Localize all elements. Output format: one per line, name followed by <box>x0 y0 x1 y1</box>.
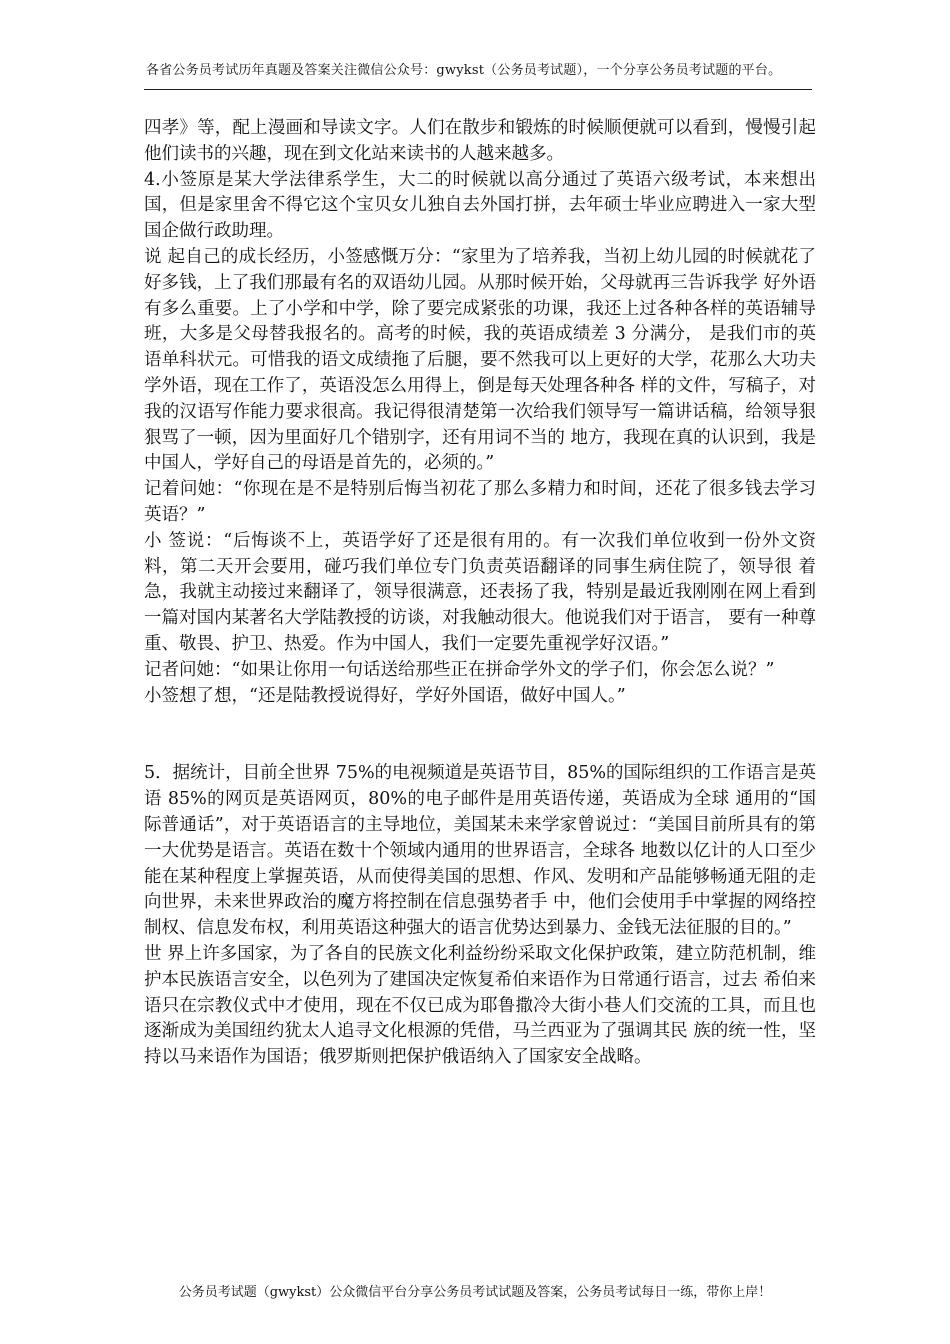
section-gap <box>144 709 816 761</box>
paragraph: 四孝》等，配上漫画和导读文字。人们在散步和锻炼的时候顺便就可以看到，慢慢引起他们读书的兴趣，现在到文化站来读书的人越来越多。 <box>144 118 816 164</box>
header-divider <box>144 89 812 90</box>
paragraph: 小签想了想，“还是陆教授说得好，学好外国语，做好中国人。” <box>144 685 626 706</box>
page-footer: 公务员考试题（gwykst）公众微信平台分享公务员考试试题及答案，公务员考试每日一练，带你上岸！ <box>178 1285 772 1300</box>
paragraph: 记者问她：“如果让你用一句话送给那些正在拼命学外文的学子们，你会怎么说？” <box>144 659 775 680</box>
paragraph: 记着问她：“你现在是不是特别后悔当初花了那么多精力和时间，还花了很多钱去学习英语？” <box>144 479 816 525</box>
paragraph: 说 起自己的成长经历，小签感慨万分：“家里为了培养我，当初上幼儿园的时候就花了好多钱，上了我们那最有名的双语幼儿园。从那时候开始，父母就再三告诉我学 好外语有多么重要。上了小学和中学，除了要完成紧张的功课，我还上过各种各样的英语辅导班，大多是父母替我报名的。高考的时候，我的英语成绩差 3 分满分， 是我们市的英语单科状元。可惜我的语文成绩拖了后腿，要不然我可以上更好的大学，花那么大功夫学外语，现在工作了，英语没怎么用得上，倒是每天处理各种各 样的文件，写稿子，对我的汉语写作能力要求很高。我记得很清楚第一次给我们领导写一篇讲话稿，给领导狠狠骂了一顿，因为里面好几个错别字，还有用词不当的 地方，我现在真的认识到，我是中国人，学好自己的母语是首先的，必须的。” <box>144 246 816 474</box>
page-header: 各省公务员考试历年真题及答案关注微信公众号：gwykst（公务员考试题），一个分享公务员考试题的平台。 <box>146 63 782 78</box>
paragraph: 世 界上许多国家，为了各自的民族文化利益纷纷采取文化保护政策，建立防范机制，维护本民族语言安全，以色列为了建国决定恢复希伯来语作为日常通行语言，过去 希伯来语只在宗教仪式中才使用，现在不仅已成为耶鲁撒冷大街小巷人们交流的工具，而且也逐渐成为美国纽约犹太人追寻文化根源的凭借，马兰西亚为了强调其民 族的统一性，坚持以马来语作为国语；俄罗斯则把保护俄语纳入了国家安全战略。 <box>144 943 816 1068</box>
paragraph: 小 签说：“后悔谈不上，英语学好了还是很有用的。有一次我们单位收到一份外文资料，第二天开会要用，碰巧我们单位专门负责英语翻译的同事生病住院了，领导很 着急，我就主动接过来翻译了，领导很满意，还表扬了我，特别是最近我刚刚在网上看到一篇对国内某著名大学陆教授的访谈，对我触动很大。他说我们对于语言， 要有一种尊重、敬畏、护卫、热爱。作为中国人，我们一定要先重视学好汉语。” <box>144 530 816 654</box>
paragraph: 4.小签原是某大学法律系学生，大二的时候就以高分通过了英语六级考试，本来想出国，但是家里舍不得它这个宝贝女儿独自去外国打拼，去年硕士毕业应聘进入一家大型国企做行政助理。 <box>144 169 816 242</box>
paragraph: 5．据统计，目前全世界 75%的电视频道是英语节目，85%的国际组织的工作语言是英语 85%的网页是英语网页，80%的电子邮件是用英语传递，英语成为全球 通用的“国际普通话”，对于英语语言的主导地位，美国某未来学家曾说过：“美国目前所具有的第一大优势是语言。英语在数十个领域内通用的世界语言，全球各 地数以亿计的人口至少能在某种程度上掌握英语，从而使得美国的思想、作风、发明和产品能够畅通无阻的走向世界，未来世界政治的魔方将控制在信息强势者手 中，他们会使用手中掌握的网络控制权、信息发布权，利用英语这种强大的语言优势达到暴力、金钱无法征服的目的。” <box>144 763 816 939</box>
document-body <box>144 116 816 1071</box>
